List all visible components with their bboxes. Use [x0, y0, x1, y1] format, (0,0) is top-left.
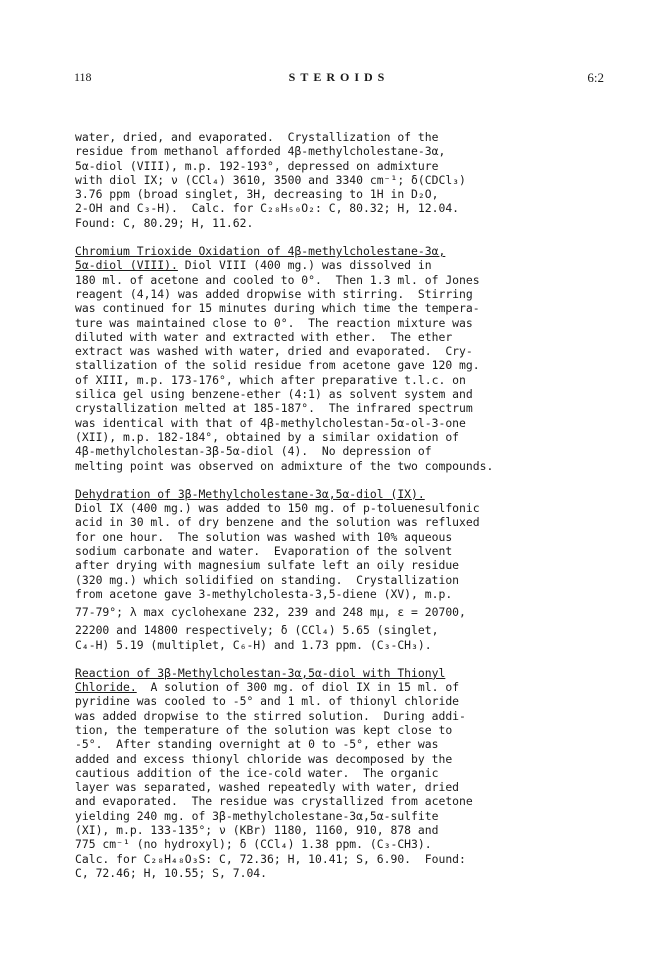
- text-line: 5α-diol (VIII), m.p. 192-193°, depressed on admixture: [75, 158, 439, 173]
- text-line: for one hour. The solution was washed with 10% aqueous: [75, 529, 453, 544]
- text-run: Diol VIII (400 mg.) was dissolved in: [177, 258, 432, 273]
- text-line: stallization of the solid residue from acetone gave 120 mg.: [75, 358, 480, 373]
- section-heading-continued: Chloride.: [75, 680, 137, 695]
- section-heading: Dehydration of 3β-Methylcholestane-3α,5α-diol (IX).: [75, 486, 425, 501]
- text-line: 3.76 ppm (broad singlet, 3H, decreasing to 1H in D₂O,: [75, 187, 439, 202]
- text-line: layer was separated, washed repeatedly with water, dried: [75, 780, 460, 795]
- text-run: A solution of 300 mg. of diol IX in 15 ml. of: [136, 680, 460, 695]
- text-line: yielding 240 mg. of 3β-methylcholestane-3α,5α-sulfite: [75, 808, 439, 823]
- text-line: was identical with that of 4β-methylcholestan-5α-ol-3-one: [75, 415, 466, 430]
- text-line: Diol IX (400 mg.) was added to 150 mg. of p-toluenesulfonic: [75, 501, 480, 516]
- text-line: 77-79°; λ max cyclohexane 232, 239 and 248 mμ, ε = 20700,: [75, 605, 466, 620]
- text-line: cautious addition of the ice-cold water. The organic: [75, 765, 439, 780]
- text-line: Calc. for C₂₈H₄₈O₃S: C, 72.36; H, 10.41; S, 6.90. Found:: [75, 851, 466, 866]
- section-heading: Chromium Trioxide Oxidation of 4β-methylcholestane-3α,: [75, 244, 446, 259]
- text-line: (XI), m.p. 133-135°; ν (KBr) 1180, 1160, 910, 878 and: [75, 823, 439, 838]
- text-line: 22200 and 14800 respectively; δ (CCl₄) 5.65 (singlet,: [75, 623, 439, 638]
- document-body: [75, 130, 605, 894]
- text-line: from acetone gave 3-methylcholesta-3,5-diene (XV), m.p.: [75, 586, 453, 601]
- text-line: was continued for 15 minutes during which time the tempera-: [75, 301, 480, 316]
- section-heading-continued: 5α-diol (VIII).: [75, 258, 178, 273]
- paragraph-continuation: [75, 130, 605, 230]
- text-line: 4β-methylcholestan-3β-5α-diol (4). No depression of: [75, 444, 432, 459]
- text-line: 2-OH and C₃-H). Calc. for C₂₈H₅₀O₂: C, 80.32; H, 12.04.: [75, 201, 460, 216]
- text-line: crystallization melted at 185-187°. The infrared spectrum: [75, 401, 473, 416]
- text-line: Found: C, 80.29; H, 11.62.: [75, 215, 254, 230]
- text-line: C₄-H) 5.19 (multiplet, C₆-H) and 1.73 ppm. (C₃-CH₃).: [75, 637, 432, 652]
- text-line: ture was maintained close to 0°. The reaction mixture was: [75, 315, 473, 330]
- text-line: acid in 30 ml. of dry benzene and the solution was refluxed: [75, 515, 480, 530]
- text-line: (320 mg.) which solidified on standing. Crystallization: [75, 572, 460, 587]
- text-line: C, 72.46; H, 10.55; S, 7.04.: [75, 865, 268, 880]
- text-line: extract was washed with water, dried and evaporated. Cry-: [75, 344, 473, 359]
- text-line: of XIII, m.p. 173-176°, which after preparative t.l.c. on: [75, 372, 466, 387]
- page-number: 118: [74, 70, 92, 84]
- issue-number: 6:2: [587, 70, 604, 85]
- paragraph-dehydration: [75, 487, 605, 652]
- paragraph-chromium-oxidation: [75, 244, 605, 473]
- text-line: melting point was observed on admixture of the two compounds.: [75, 458, 494, 473]
- page-header: [74, 70, 604, 90]
- section-heading: Reaction of 3β-Methylcholestan-3α,5α-diol with Thionyl: [75, 665, 446, 680]
- text-line: added and excess thionyl chloride was decomposed by the: [75, 751, 453, 766]
- text-line: water, dried, and evaporated. Crystallization of the: [75, 130, 439, 144]
- text-line: pyridine was cooled to -5° and 1 ml. of thionyl chloride: [75, 694, 460, 709]
- paragraph-thionyl-chloride: [75, 666, 605, 880]
- text-line: 775 cm⁻¹ (no hydroxyl); δ (CCl₄) 1.38 ppm. (C₃-CH3).: [75, 837, 432, 852]
- text-line: -5°. After standing overnight at 0 to -5°, ether was: [75, 737, 439, 752]
- journal-title: STEROIDS: [288, 70, 390, 84]
- text-line: (XII), m.p. 182-184°, obtained by a similar oxidation of: [75, 429, 460, 444]
- text-line: residue from methanol afforded 4β-methylcholestane-3α,: [75, 144, 446, 159]
- text-line: tion, the temperature of the solution was kept close to: [75, 722, 453, 737]
- text-line: with diol IX; ν (CCl₄) 3610, 3500 and 3340 cm⁻¹; δ(CDCl₃): [75, 172, 466, 187]
- text-line: 180 ml. of acetone and cooled to 0°. Then 1.3 ml. of Jones: [75, 272, 480, 287]
- text-line: and evaporated. The residue was crystallized from acetone: [75, 794, 473, 809]
- text-line: after drying with magnesium sulfate left an oily residue: [75, 558, 460, 573]
- text-line: sodium carbonate and water. Evaporation of the solvent: [75, 544, 453, 559]
- text-line: reagent (4,14) was added dropwise with stirring. Stirring: [75, 286, 473, 301]
- text-line: silica gel using benzene-ether (4:1) as solvent system and: [75, 387, 473, 402]
- text-line: diluted with water and extracted with ether. The ether: [75, 329, 453, 344]
- text-line: was added dropwise to the stirred solution. During addi-: [75, 708, 466, 723]
